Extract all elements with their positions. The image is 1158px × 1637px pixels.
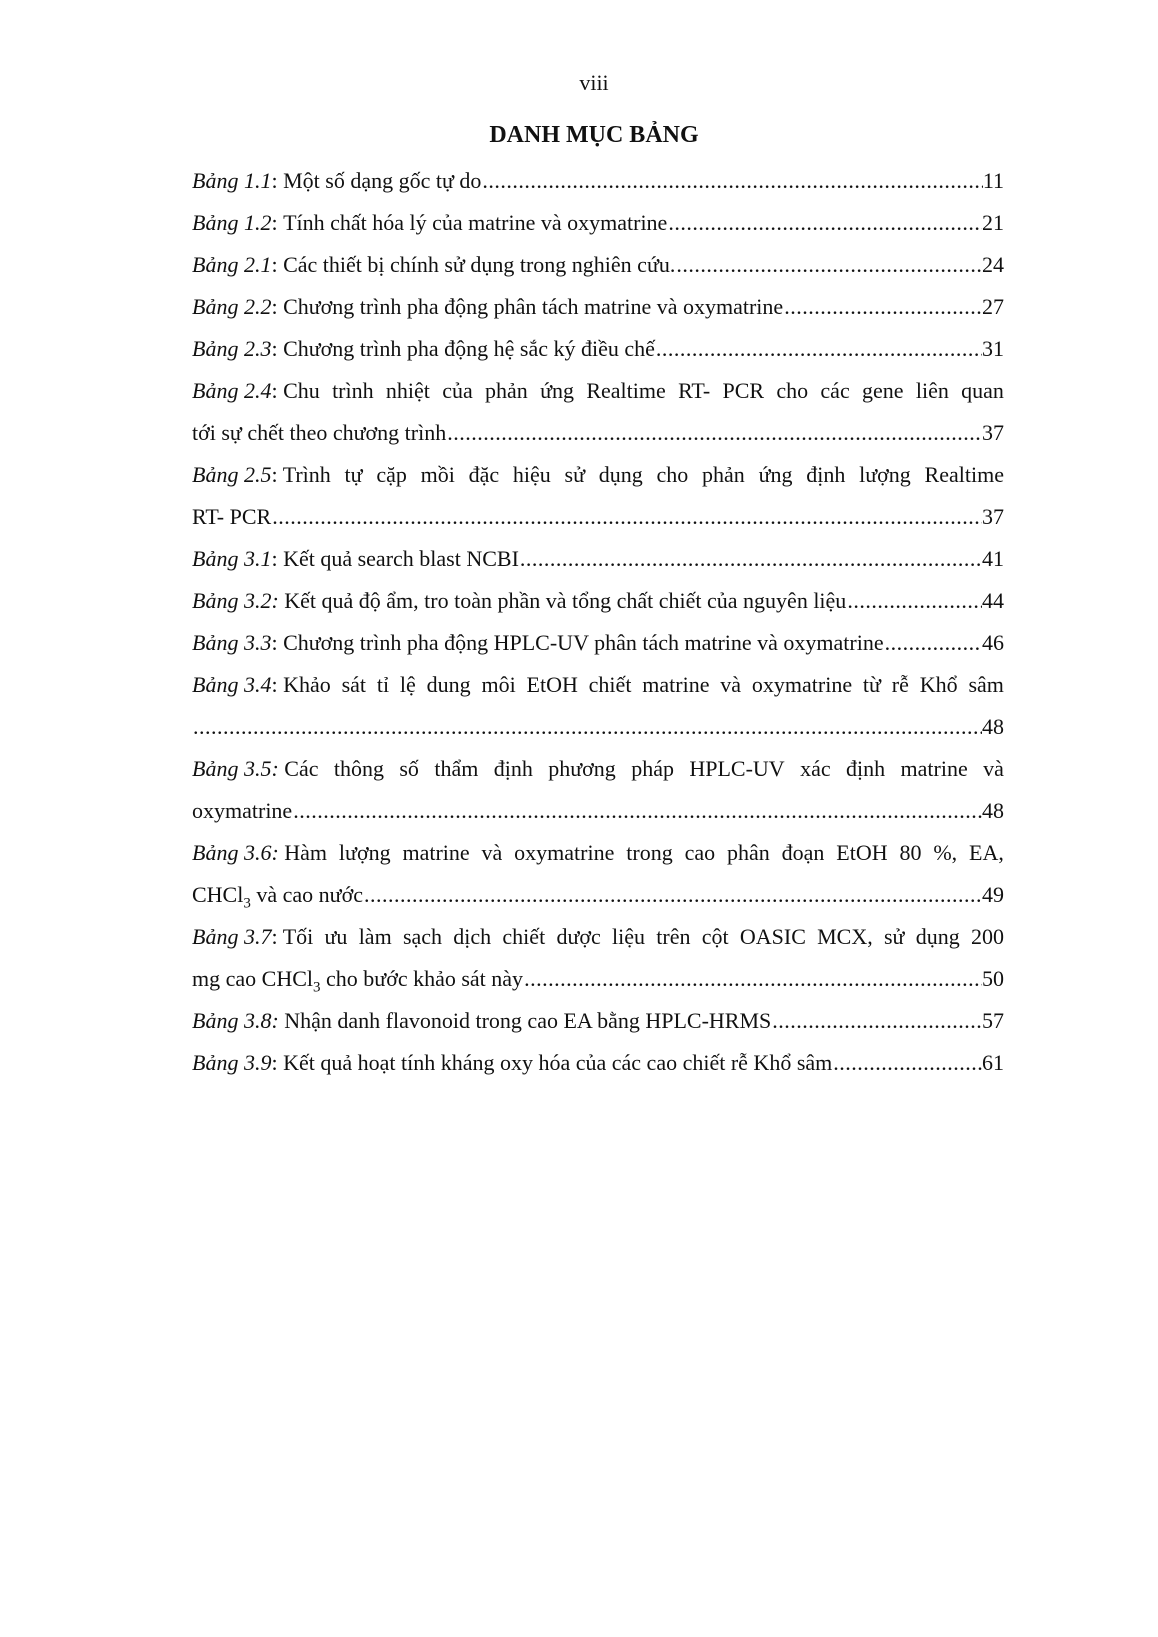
toc-entry-line	[192, 580, 1004, 622]
entry-page-number: 61	[982, 1050, 1004, 1075]
entry-word: liệu	[612, 924, 646, 949]
entry-word: mồi	[420, 462, 455, 487]
entry-word: định	[493, 756, 533, 781]
entry-word: và	[983, 756, 1004, 781]
entry-word: lệ	[399, 672, 416, 697]
toc-entry-line	[192, 622, 1004, 664]
entry-label: Bảng 2.2	[192, 294, 272, 319]
entry-text: Kết quả hoạt tính kháng oxy hóa của các cao chiết rễ Khổ sâm	[283, 1050, 833, 1075]
entry-word: cho	[776, 378, 809, 403]
entry-word: phản	[485, 378, 528, 403]
entry-label: Bảng 1.2	[192, 210, 272, 235]
toc-entry-line	[192, 1000, 1004, 1042]
entry-word: môi	[481, 672, 516, 697]
dot-leader	[292, 790, 982, 832]
subscript: 3	[313, 979, 321, 996]
entry-word: Realtime	[586, 378, 666, 403]
entry-word: dụng	[915, 924, 960, 949]
entry-label: Bảng 3.5:	[192, 756, 279, 781]
entry-word: đặc	[468, 462, 500, 487]
entry-page-number: 48	[982, 798, 1004, 823]
toc-entry	[192, 370, 1004, 454]
page-number: viii	[579, 70, 609, 95]
dot-leader	[846, 580, 982, 622]
entry-lead	[192, 664, 331, 706]
entry-word: PCR	[722, 378, 765, 403]
toc-entry	[192, 748, 1004, 832]
entry-lead	[192, 748, 318, 790]
toc-entry-line	[192, 202, 1004, 244]
entry-word: ứng	[540, 378, 575, 403]
entry-continuation: tới sự chết theo chương trình	[192, 420, 447, 445]
entry-page-number: 27	[982, 294, 1004, 319]
entry-word: lượng	[859, 462, 911, 487]
entry-word: 200	[971, 924, 1004, 949]
entry-page-number: 48	[982, 714, 1004, 739]
dot-leader	[771, 1000, 982, 1042]
entry-word: các	[820, 378, 850, 403]
entry-text: Chương trình pha động phân tách matrine và oxymatrine	[283, 294, 784, 319]
dot-leader	[655, 328, 982, 370]
entry-separator: :	[271, 336, 278, 361]
entry-separator: :	[271, 252, 278, 277]
toc-entry-line	[192, 958, 1004, 1000]
entry-continuation-text: CHCl	[192, 882, 244, 907]
toc-entry-line	[192, 412, 1004, 454]
entry-label: Bảng 3.4	[192, 672, 272, 697]
toc-entry-line	[192, 244, 1004, 286]
entry-page-number: 46	[982, 630, 1004, 655]
entry-continuation-text: và cao nước	[250, 882, 363, 907]
toc-entry	[192, 664, 1004, 748]
dot-leader	[519, 538, 982, 580]
entry-word: EtOH	[836, 840, 888, 865]
toc-entry-line	[192, 748, 1004, 790]
entry-separator: :	[271, 1050, 278, 1075]
entry-label: Bảng 2.4	[192, 378, 272, 403]
entry-separator: :	[271, 924, 278, 949]
entry-word: MCX,	[817, 924, 873, 949]
entry-separator: :	[271, 672, 278, 697]
toc-entry-line	[192, 664, 1004, 706]
entry-word: Chu	[283, 378, 320, 403]
entry-word: EtOH	[526, 672, 578, 697]
entry-word: HPLC-UV	[689, 756, 785, 781]
entry-lead	[192, 832, 327, 874]
entry-word: phân	[726, 840, 770, 865]
entry-word: sử	[564, 462, 586, 487]
dot-leader	[363, 874, 982, 916]
entry-word: định	[806, 462, 846, 487]
entry-label: Bảng 1.1	[192, 168, 272, 193]
entry-word: nhiệt	[385, 378, 430, 403]
entry-word: sát	[341, 672, 367, 697]
toc-entry-line	[192, 496, 1004, 538]
dot-leader	[271, 496, 982, 538]
entry-word: thông	[333, 756, 384, 781]
entry-text: Các thiết bị chính sử dụng trong nghiên cứu.	[283, 252, 676, 277]
entry-separator: :	[271, 546, 278, 571]
dot-leader	[783, 286, 982, 328]
entry-word: trình	[332, 378, 374, 403]
entry-word: trên	[656, 924, 691, 949]
entry-label: Bảng 2.3	[192, 336, 272, 361]
entry-continuation: RT- PCR	[192, 504, 272, 529]
entry-text: Chương trình pha động HPLC-UV phân tách matrine và oxymatrine	[283, 630, 884, 655]
entry-label: Bảng 3.2:	[192, 588, 279, 613]
entry-separator: :	[271, 168, 278, 193]
entry-lead	[192, 454, 331, 496]
toc-entry	[192, 1000, 1004, 1042]
entry-word: Realtime	[924, 462, 1004, 487]
entry-word: quan	[961, 378, 1004, 403]
entry-word: số	[399, 756, 419, 781]
entry-text: Nhận danh flavonoid trong cao EA bằng HPLC-HRMS	[284, 1008, 772, 1033]
toc-entry-line	[192, 706, 1004, 748]
entry-word: trong	[626, 840, 673, 865]
entry-word: hiệu	[512, 462, 551, 487]
entry-continuation	[192, 874, 363, 916]
entry-label: Bảng 3.9	[192, 1050, 272, 1075]
entry-word: gene	[862, 378, 904, 403]
entry-separator: :	[271, 630, 278, 655]
entry-page-number: 37	[982, 420, 1004, 445]
dot-leader	[192, 706, 982, 748]
toc-entry	[192, 328, 1004, 370]
dot-leader	[675, 244, 982, 286]
entry-word: cho	[656, 462, 689, 487]
entry-page-number: 21	[982, 210, 1004, 235]
entry-word: Các	[284, 756, 319, 781]
toc-entry-line	[192, 916, 1004, 958]
entry-word: làm	[358, 924, 392, 949]
entry-lead	[192, 916, 313, 958]
entry-word: EA,	[969, 840, 1004, 865]
entry-word: ưu	[324, 924, 348, 949]
entry-word: chiết	[588, 672, 632, 697]
entry-text: Tính chất hóa lý của matrine và oxymatrine	[283, 210, 668, 235]
toc-entry	[192, 160, 1004, 202]
entry-word: từ	[862, 672, 881, 697]
entry-word: rễ	[891, 672, 909, 697]
dot-leader	[446, 412, 982, 454]
entry-word: tự	[344, 462, 363, 487]
entry-separator: :	[271, 294, 278, 319]
dot-leader	[481, 160, 982, 202]
entry-word: ứng	[758, 462, 793, 487]
entry-word: sạch	[402, 924, 443, 949]
entry-page-number: 57	[982, 1008, 1004, 1033]
toc-entry	[192, 916, 1004, 1000]
entry-continuation-text: mg cao CHCl	[192, 966, 313, 991]
entry-word: Khổ	[919, 672, 958, 697]
entry-word: Hàm	[284, 840, 328, 865]
entry-text: Kết quả search blast NCBI	[283, 546, 519, 571]
toc-entry	[192, 580, 1004, 622]
entry-page-number: 50	[982, 966, 1004, 991]
entry-text: Một số dạng gốc tự do	[283, 168, 482, 193]
toc-entry-line	[192, 160, 1004, 202]
entry-label: Bảng 2.5	[192, 462, 272, 487]
entry-word: cao	[684, 840, 716, 865]
entry-word: matrine	[900, 756, 968, 781]
entry-separator: :	[271, 378, 278, 403]
entry-word: %,	[933, 840, 958, 865]
entry-page-number: 44	[982, 588, 1004, 613]
toc-entry	[192, 202, 1004, 244]
entry-word: của	[442, 378, 473, 403]
entry-word: pháp	[631, 756, 674, 781]
dot-leader	[667, 202, 982, 244]
entry-text: Chương trình pha động hệ sắc ký điều chế	[283, 336, 655, 361]
toc-entry	[192, 622, 1004, 664]
entry-page-number: 24	[982, 252, 1004, 277]
entry-page-number: 31	[982, 336, 1004, 361]
entry-word: oxymatrine	[514, 840, 615, 865]
entry-label: Bảng 3.3	[192, 630, 272, 655]
toc-entry-line	[192, 790, 1004, 832]
entry-page-number: 11	[982, 168, 1004, 193]
toc-entry-line	[192, 874, 1004, 916]
entry-word: dược	[556, 924, 601, 949]
entry-continuation-text: cho bước khảo sát này	[320, 966, 524, 991]
toc-entry	[192, 832, 1004, 916]
entry-word: matrine	[642, 672, 710, 697]
entry-word: cột	[701, 924, 729, 949]
entry-word: chiết	[502, 924, 546, 949]
entry-separator: :	[271, 462, 278, 487]
entry-word: OASIC	[739, 924, 806, 949]
entry-label: Bảng 3.6:	[192, 840, 279, 865]
toc-entry-line	[192, 538, 1004, 580]
entry-word: dụng	[598, 462, 643, 487]
entry-word: dịch	[453, 924, 492, 949]
entry-word: phương	[548, 756, 616, 781]
entry-word: xác	[800, 756, 831, 781]
toc-entry	[192, 244, 1004, 286]
entry-word: và	[481, 840, 503, 865]
entry-word: RT-	[678, 378, 711, 403]
toc-entry	[192, 454, 1004, 538]
entry-separator: :	[271, 210, 278, 235]
entry-word: 80	[899, 840, 922, 865]
entry-page-number: 49	[982, 882, 1004, 907]
entry-word: cặp	[376, 462, 407, 487]
entry-label: Bảng 2.1	[192, 252, 272, 277]
entry-word: sâm	[968, 672, 1004, 697]
page-title: DANH MỤC BẢNG	[489, 122, 699, 148]
entry-word: định	[846, 756, 886, 781]
entry-word: dung	[426, 672, 471, 697]
entry-word: oxymatrine	[751, 672, 853, 697]
entry-word: lượng	[338, 840, 391, 865]
entry-word: Trình	[282, 462, 331, 487]
entry-word: sử	[884, 924, 905, 949]
dot-leader	[523, 958, 982, 1000]
entry-word: matrine	[402, 840, 470, 865]
entry-word: và	[720, 672, 742, 697]
entry-word: phản	[702, 462, 745, 487]
entry-word: Khảo	[283, 672, 331, 697]
entry-label: Bảng 3.8:	[192, 1008, 279, 1033]
entry-lead	[192, 370, 320, 412]
toc-entry-line	[192, 454, 1004, 496]
toc-entry-line	[192, 328, 1004, 370]
entry-word: thẩm	[434, 756, 479, 781]
toc-entry-line	[192, 286, 1004, 328]
toc-entry	[192, 286, 1004, 328]
entry-label: Bảng 3.1	[192, 546, 272, 571]
toc-entry	[192, 538, 1004, 580]
entry-word: liên	[915, 378, 949, 403]
entry-text: Kết quả độ ẩm, tro toàn phần và tổng chất chiết của nguyên liệu	[284, 588, 847, 613]
toc-entry	[192, 1042, 1004, 1084]
dot-leader	[832, 1042, 982, 1084]
entry-page-number: 37	[982, 504, 1004, 529]
entry-label: Bảng 3.7	[192, 924, 272, 949]
entry-word: tỉ	[376, 672, 390, 697]
table-of-contents	[192, 160, 1004, 1084]
toc-entry-line	[192, 370, 1004, 412]
toc-entry-line	[192, 832, 1004, 874]
entry-page-number: 41	[982, 546, 1004, 571]
entry-continuation: oxymatrine	[192, 798, 293, 823]
toc-entry-line	[192, 1042, 1004, 1084]
entry-continuation	[192, 958, 523, 1000]
entry-word: đoạn	[781, 840, 825, 865]
entry-word: Tối	[282, 924, 314, 949]
dot-leader	[884, 622, 982, 664]
subscript: 3	[243, 895, 251, 912]
